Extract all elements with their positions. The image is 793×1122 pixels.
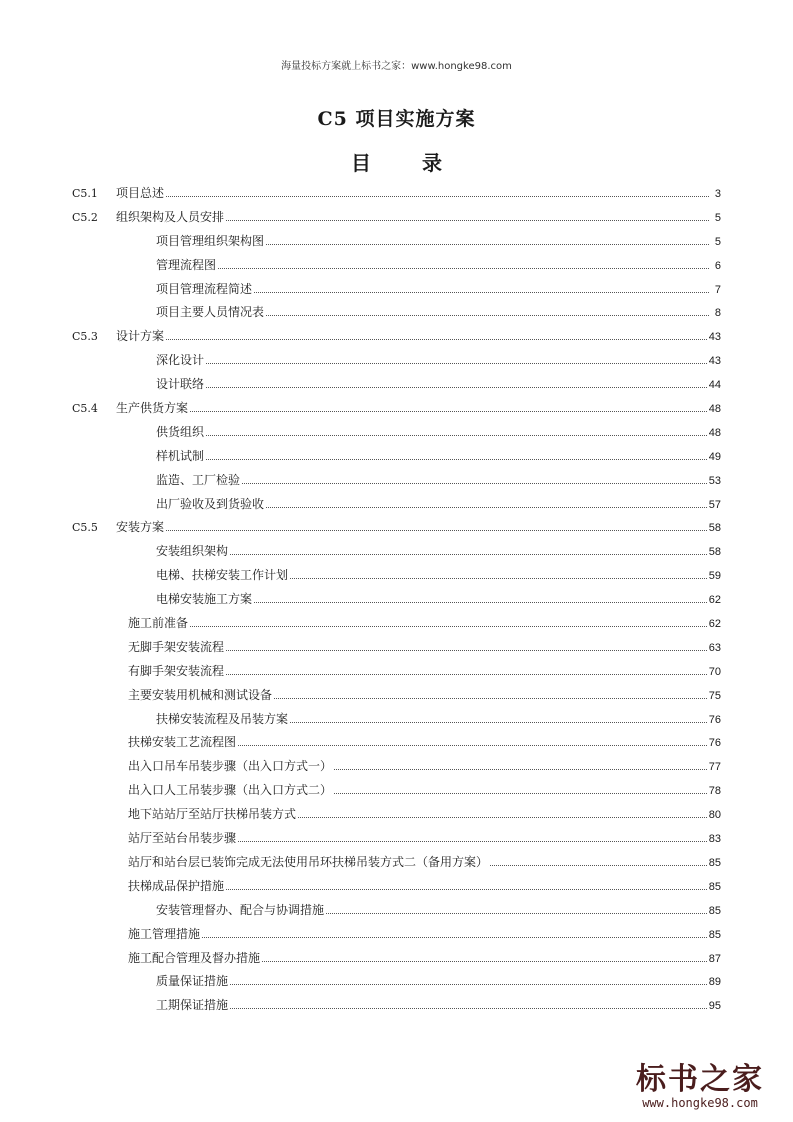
toc-entry[interactable] [0,228,793,252]
toc-entry[interactable] [0,777,793,801]
toc-leader-dots [274,689,707,699]
toc-leader-dots [206,450,707,460]
toc-entry[interactable] [0,729,793,753]
toc-entry-label: 样机试制 [156,448,205,463]
toc-entry[interactable] [0,562,793,586]
toc-entry-page: 85 [708,928,721,941]
toc-leader-dots [298,808,707,818]
toc-leader-dots [166,521,707,531]
toc-entry-label: 项目管理组织架构图 [156,233,265,248]
toc-entry-label: 电梯安装施工方案 [156,592,253,607]
toc-entry[interactable] [0,491,793,515]
toc-entry-label: 安装方案 [116,520,165,535]
toc-leader-dots [166,187,709,197]
toc-leader-dots [326,904,707,914]
toc-entry[interactable] [0,753,793,777]
toc-leader-dots [290,713,707,723]
toc-entry-label: 出入口吊车吊装步骤（出入口方式一） [128,759,333,774]
toc-entry-page: 78 [708,785,721,798]
toc-leader-dots [226,211,709,221]
toc-entry-page: 43 [708,331,721,344]
toc-leader-dots [202,928,707,938]
toc-entry-label: 管理流程图 [156,257,217,272]
toc-leader-dots [290,569,707,579]
toc-entry-number: C5.4 [72,402,98,416]
toc-entry-page: 76 [708,713,721,726]
toc-entry[interactable] [0,538,793,562]
toc-entry[interactable] [0,873,793,897]
toc-entry-number: C5.1 [72,187,98,200]
toc-entry-page: 48 [708,403,721,416]
toc-entry[interactable] [0,610,793,634]
toc-entry[interactable] [0,968,793,992]
toc-leader-dots [226,880,707,890]
toc-leader-dots [238,832,707,842]
toc-entry[interactable] [0,395,793,419]
toc-entry-label: 出厂验收及到货验收 [156,496,265,511]
toc-entry-number: C5.5 [72,521,98,535]
toc-entry[interactable] [0,634,793,658]
toc-leader-dots [226,641,707,651]
toc-entry[interactable] [0,825,793,849]
toc-entry[interactable] [0,180,793,204]
toc-entry-label: 扶梯安装流程及吊装方案 [156,711,289,726]
toc-entry[interactable] [0,347,793,371]
toc-leader-dots [218,259,709,269]
toc-entry-number: C5.3 [72,330,98,344]
toc-leader-dots [190,402,707,412]
toc-leader-dots [230,999,707,1009]
toc-entry-page: 5 [714,235,721,248]
toc-entry-label: 项目管理流程简述 [156,281,253,296]
toc-entry-page: 62 [708,594,721,607]
toc-entry[interactable] [0,897,793,921]
toc-entry-page: 62 [708,618,721,631]
toc-entry-label: 安装组织架构 [156,544,229,559]
toc-leader-dots [254,593,707,603]
toc-heading: 目 录 [351,151,464,175]
toc-entry-label: 施工配合管理及督办措施 [128,950,261,965]
toc-entry-label: 项目主要人员情况表 [156,305,265,320]
toc-leader-dots [230,975,707,985]
toc-entry-page: 75 [708,689,721,702]
toc-entry-label: 地下站站厅至站厅扶梯吊装方式 [128,807,297,822]
toc-entry-page: 43 [708,355,721,368]
toc-entry[interactable] [0,801,793,825]
toc-entry[interactable] [0,658,793,682]
toc-entry-label: 施工管理措施 [128,926,201,941]
toc-entry-label: 组织架构及人员安排 [116,209,225,224]
toc-entry-page: 57 [708,498,721,511]
toc-entry-page: 3 [714,188,721,200]
toc-entry-label: 生产供货方案 [116,401,189,416]
toc-entry[interactable] [0,849,793,873]
toc-entry-page: 80 [708,809,721,822]
toc-leader-dots [242,474,707,484]
toc-entry-page: 95 [708,1000,721,1013]
toc-entry[interactable] [0,921,793,945]
toc-entry[interactable] [0,323,793,347]
toc-entry-page: 83 [708,833,721,846]
toc-entry[interactable] [0,467,793,491]
toc-entry-label: 出入口人工吊装步骤（出入口方式二） [128,783,333,798]
toc-entry-label: 有脚手架安装流程 [128,663,225,678]
toc-entry[interactable] [0,276,793,300]
toc-entry-page: 76 [708,737,721,750]
toc-entry-page: 85 [708,856,721,869]
toc-leader-dots [266,235,709,245]
toc-entry-label: 施工前准备 [128,616,189,631]
page-header: 海量投标方案就上标书之家：www.hongke98.com [281,61,512,72]
toc-entry-page: 77 [708,761,721,774]
toc-entry-label: 站厅至站台吊装步骤 [128,831,237,846]
toc-entry-page: 85 [708,904,721,917]
toc-entry-label: 站厅和站台层已装饰完成无法使用吊环扶梯吊装方式二（备用方案） [128,854,489,869]
toc-entry-label: 设计联络 [156,377,205,392]
toc-entry-page: 59 [708,570,721,583]
toc-leader-dots [262,952,707,962]
document-title: C5 项目实施方案 [317,108,476,130]
toc-leader-dots [266,498,707,508]
toc-leader-dots [206,426,707,436]
toc-entry[interactable] [0,706,793,730]
logo-site: www.hongke98.com [642,1096,758,1110]
toc-leader-dots [166,330,707,340]
toc-entry-label: 监造、工厂检验 [156,472,241,487]
brand-logo [625,1054,775,1110]
toc-entry-page: 58 [708,546,721,559]
toc-entry-page: 44 [708,379,721,392]
toc-entry-label: 质量保证措施 [156,974,229,989]
toc-leader-dots [266,306,709,316]
toc-entry-page: 48 [708,426,721,439]
toc-leader-dots [254,283,709,293]
toc-entry[interactable] [0,419,793,443]
toc-entry-label: 供货组织 [156,424,205,439]
toc-entry-label: 无脚手架安装流程 [128,639,225,654]
toc-entry-label: 扶梯安装工艺流程图 [128,735,237,750]
toc-entry[interactable] [0,443,793,467]
toc-entry-page: 8 [714,307,721,320]
toc-entry-label: 电梯、扶梯安装工作计划 [156,568,289,583]
toc-entry-page: 89 [708,976,721,989]
table-of-contents [0,180,793,1016]
toc-entry[interactable] [0,204,793,228]
toc-leader-dots [230,545,707,555]
toc-entry[interactable] [0,586,793,610]
toc-leader-dots [334,784,707,794]
toc-entry-page: 7 [714,283,721,296]
toc-entry-label: 扶梯成品保护措施 [128,878,225,893]
toc-entry-number: C5.2 [72,210,98,224]
toc-entry[interactable] [0,682,793,706]
toc-entry-page: 6 [714,259,721,272]
toc-leader-dots [334,760,707,770]
toc-entry-page: 87 [708,952,721,965]
toc-entry-label: 工期保证措施 [156,998,229,1013]
toc-entry[interactable] [0,945,793,969]
toc-leader-dots [206,354,707,364]
toc-entry[interactable] [0,992,793,1016]
toc-entry-page: 63 [708,641,721,654]
toc-entry[interactable] [0,252,793,276]
logo-mark: 标书之家 [636,1062,764,1097]
toc-leader-dots [206,378,707,388]
toc-entry-label: 安装管理督办、配合与协调措施 [156,902,325,917]
toc-entry[interactable] [0,514,793,538]
toc-entry-page: 70 [708,665,721,678]
toc-leader-dots [226,665,707,675]
toc-entry-label: 深化设计 [156,353,205,368]
toc-entry[interactable] [0,371,793,395]
toc-entry[interactable] [0,299,793,323]
toc-entry-page: 53 [708,474,721,487]
toc-entry-page: 49 [708,450,721,463]
toc-entry-label: 项目总述 [116,186,165,200]
toc-leader-dots [238,736,707,746]
toc-entry-label: 主要安装用机械和测试设备 [128,687,273,702]
toc-entry-page: 85 [708,880,721,893]
toc-entry-page: 58 [708,522,721,535]
toc-leader-dots [190,617,707,627]
toc-leader-dots [490,856,707,866]
toc-entry-page: 5 [714,211,721,224]
toc-entry-label: 设计方案 [116,329,165,344]
